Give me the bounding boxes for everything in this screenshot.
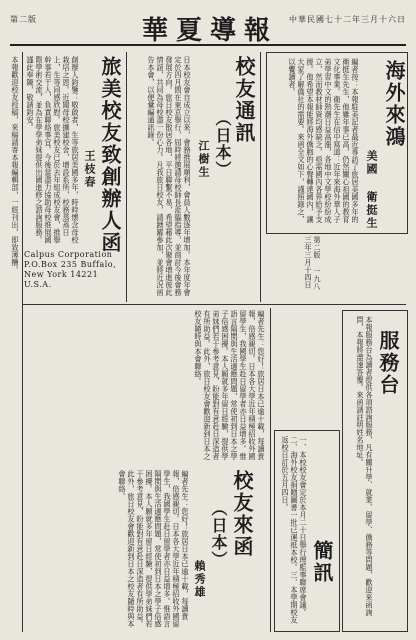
xiaoyou-body: 日本校友會自成立以來，會務推展順利，會員人數逐年增加。本年度年會定於四月間在東京舉行，屆時將邀請母校師長蒞臨指導，並商討今後會務發展方向。旅日校友散居各地，平日聯繫不易，希望藉此次聚會增進彼此情誼，共同為母校盡一份心力。凡我旅日校友，請踴躍參加，並將近況函告本會，以便彙編通訊錄。 (147, 56, 192, 296)
masthead (10, 8, 406, 46)
left-strip-text: 本報歡迎校友投稿，來稿請寄本報編輯部，一經刊出，即致薄酬。 (11, 56, 20, 274)
haiwai-title: 海外來鴻 (382, 60, 406, 148)
riben-author: 賴秀雄 (193, 560, 206, 599)
xiaoyou-author: 江樹生 (197, 140, 210, 179)
meiguo-author: 王枝春 (83, 150, 96, 189)
riben-body-upper: 編者先生：您好！旅居日本已逾十載，每讀貴報，倍感親切。日本各大學近年積極招收外國留學生，我國學生赴日留學者亦日益增多。惟語言隔閡與生活適應問題，常使初到日本之學子倍感困擾。本人願就多年留日經驗，提供學弟妹們若干參考意見，盼能對有意赴日深造者有所助益。此外，旅日校友會歡迎新到日本之校友隨時與本會聯絡。 (194, 310, 266, 460)
section-divider (22, 304, 406, 305)
meiguo-body: 創辦人鈞鑒：敬啟者，生等旅居美國多年，時時懷念母校栽培之恩。近聞母校擴建校舍，增設系所，校務蒸蒸日上，生等同感欣慰。旅美校友已於去年組成校友會，推舉幹事若干人，負責聯絡事宜。今後當盡力協助母校推展國際學術交流，並為在學學弟妹提供出國進修之諮詢服務。謹此奉陳，敬請鈞安。 (26, 56, 80, 244)
meiguo-title: 旅美校友致創辦人函 (98, 56, 122, 254)
riben-body-lower: 編者先生：您好！旅居日本已逾十載，每讀貴報，倍感親切。日本各大學近年積極招收外國留學生，我國學生赴日留學者亦日益增多。惟語言隔閡與生活適應問題，常使初到日本之學子倍感困擾。本人願就多年留日經驗，提供學弟妹們若干參考意見，盼能對有意赴日深造者有所助益。此外，旅日校友會歡迎新到日本之校友隨時與本會聯絡。 (118, 470, 190, 628)
xiaoyou-subtitle: （日本） (213, 110, 232, 178)
riben-subtitle: （日本） (209, 500, 228, 568)
column-rule (126, 52, 127, 302)
jianxun-body: 一、本校校友會定於本月二十日舉行理監事聯席會議。二、海外校友捐贈圖書一批已運抵本校。三、本學期校友返校日訂於五月四日。 (281, 436, 308, 624)
haiwai-author: 美國 衛挺生 (365, 150, 378, 230)
xiaoyou-date: 第二版 一九八三年三月十四日 (304, 236, 322, 291)
meiguo-address: Calpus Corporation P.O.Box 235 Buffalo, New York 14221 U.S.A. (24, 250, 117, 289)
issue-date: 中華民國七十二年三月十六日 (289, 15, 406, 24)
haiwai-body: 編者按：本報駐美記者最近專訪了旅居美國多年的衛挺生先生，他雖年事已高，仍然關心祖國的教育文化事業。衛先生在信中寫道：近年來海外華人子弟學習中文的熱潮日益高漲，各地中文學校紛紛成立，然而教材師資均感缺乏，亟需國內各界給予支援。他希望本報能將海外僑胞的心聲轉達國內，讓大家了解僑社的需要。來函全文如下，謹照錄之，以饗讀者。 (288, 58, 360, 223)
xiaoyou-title: 校友通訊 (232, 56, 256, 144)
riben-title: 校友來函 (230, 470, 254, 558)
edition-label: 第二版 (10, 15, 37, 24)
column-rule (260, 52, 261, 302)
column-rule (22, 52, 23, 632)
newspaper-title: 華夏導報 (141, 16, 278, 46)
fuwutai-title: 服務台 (376, 330, 400, 396)
jianxun-title: 簡訊 (310, 540, 334, 584)
fuwutai-body: 本報服務台為讀者提供各項諮詢服務，凡有關升學、就業、留學、僑務等問題，歡迎來函詢問，本報將盡速答覆。來函請註明姓名地址。 (356, 316, 374, 616)
column-rule (270, 308, 271, 632)
